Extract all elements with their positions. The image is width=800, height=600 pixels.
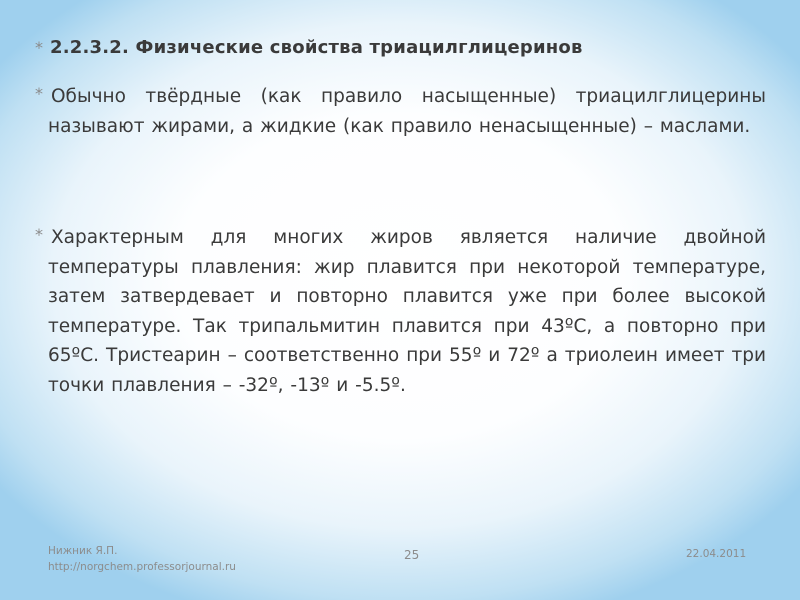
paragraph-fats-oils — [48, 82, 766, 141]
footer-url: http://norgchem.professorjournal.ru — [48, 561, 236, 573]
paragraph-text: Обычно твёрдные (как правило насыщенные) триацилглицерины называют жирами, а жидкие (как правило ненасыщенные) – маслами. — [48, 86, 766, 137]
footer-date: 22.04.2011 — [686, 548, 747, 560]
slide-heading: 2.2.3.2. Физические свойства триацилглицеринов — [50, 37, 583, 58]
bullet-icon: * — [35, 84, 43, 103]
bullet-icon: * — [35, 225, 43, 244]
page-number: 25 — [404, 548, 420, 562]
bullet-icon: * — [35, 38, 43, 57]
paragraph-melting-points — [48, 223, 766, 400]
footer-author-block — [48, 543, 236, 575]
paragraph-text: Характерным для многих жиров является наличие двойной температуры плавления: жир плавится при некоторой температуре, затем затвердевает и повторно плавится уже при более высокой температуре. Так трипальмитин плавится при 43ºС, а повторно при 65ºС. Тристеарин – соответственно при 55º и 72º а триолеин имеет три точки плавления – -32º, -13º и -5.5º. — [48, 227, 766, 396]
footer-author: Нижник Я.П. — [48, 545, 118, 557]
